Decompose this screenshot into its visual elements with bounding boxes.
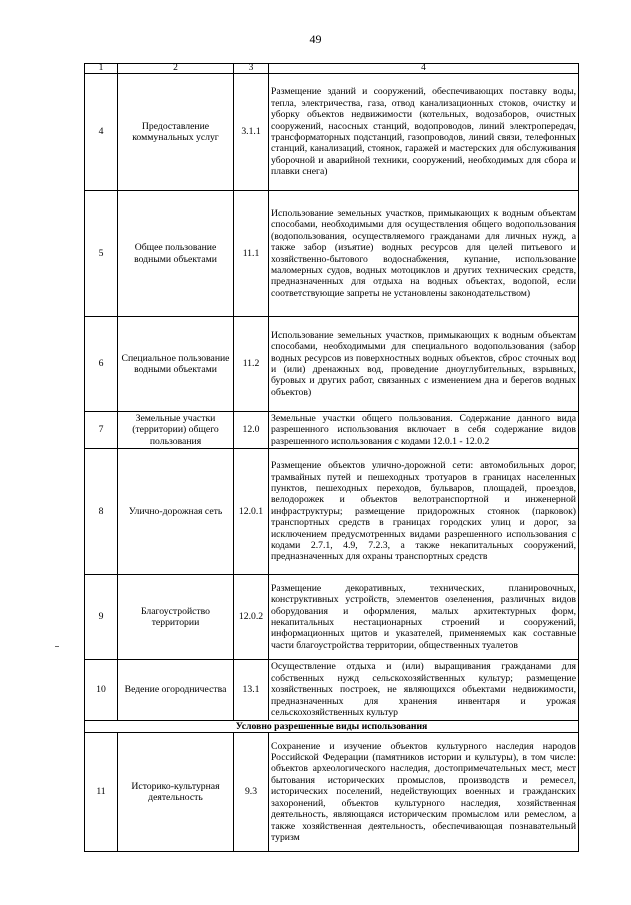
use-type-code: 11.2 — [234, 317, 269, 412]
table-row — [85, 660, 579, 721]
row-number: 10 — [85, 660, 118, 721]
use-type-code: 9.3 — [234, 733, 269, 852]
row-number: 6 — [85, 317, 118, 412]
column-header-4: 4 — [269, 64, 579, 74]
section-title: Условно разрешенные виды использования — [85, 721, 579, 733]
use-type-description: Осуществление отдыха и (или) выращивания гражданами для собственных нужд сельскохозяйственных культур; размещение хозяйственных построек, не являющихся объектами недвижимости, предназначенных для хранения инвентаря и урожая сельскохозяйственных культур — [269, 660, 579, 721]
table-row — [85, 191, 579, 317]
page-number: 49 — [309, 32, 322, 46]
section-row — [85, 721, 579, 733]
use-type-name: Улично-дорожная сеть — [118, 449, 234, 575]
use-type-description: Размещение зданий и сооружений, обеспечивающих поставку воды, тепла, электричества, газа, отвод канализационных стоков, очистку и уборку объектов недвижимости (котельных, водозаборов, очистных сооружений, насосных станций, водопроводов, линий электропередач, трансформаторных подстанций, газопроводов, линий связи, телефонных станций, канализаций, стоянок, гаражей и мастерских для обслуживания уборочной и аварийной техники, сооружений, необходимых для сбора и плавки снега) — [269, 74, 579, 191]
row-number: 4 — [85, 74, 118, 191]
use-type-name: Историко-культурная деятельность — [118, 733, 234, 852]
row-number: 5 — [85, 191, 118, 317]
use-type-code: 12.0.2 — [234, 575, 269, 660]
table-row — [85, 317, 579, 412]
use-type-code: 12.0.1 — [234, 449, 269, 575]
row-number: 9 — [85, 575, 118, 660]
margin-mark — [55, 646, 59, 647]
column-header-1: 1 — [85, 64, 118, 74]
column-header-3: 3 — [234, 64, 269, 74]
use-type-description: Земельные участки общего пользования. Содержание данного вида разрешенного использования включает в себя содержание видов разрешенного использования с кодами 12.0.1 - 12.0.2 — [269, 412, 579, 449]
table-row — [85, 575, 579, 660]
use-type-name: Ведение огородничества — [118, 660, 234, 721]
use-type-description: Сохранение и изучение объектов культурного наследия народов Российской Федерации (памятников истории и культуры), в том числе: объектов археологического наследия, достопримечательных мест, мест бытования исторических промыслов, производств и ремесел, исторических поселений, недействующих военных и гражданских захоронений, объектов культурного наследия, хозяйственная деятельность, являющаяся историческим промыслом или ремеслом, а также хозяйственная деятельность, обеспечивающая познавательный туризм — [269, 733, 579, 852]
use-type-code: 12.0 — [234, 412, 269, 449]
row-number: 8 — [85, 449, 118, 575]
use-type-code: 11.1 — [234, 191, 269, 317]
use-type-name: Предоставление коммунальных услуг — [118, 74, 234, 191]
use-type-description: Размещение объектов улично-дорожной сети: автомобильных дорог, трамвайных путей и пешеходных тротуаров в границах населенных пунктов, пешеходных переходов, бульваров, площадей, проездов, велодорожек и объектов велотранспортной и инженерной инфраструктуры; размещение придорожных стоянок (парковок) транспортных средств в границах городских улиц и дорог, за исключением предусмотренных видами разрешенного использования с кодами 2.7.1, 4.9, 7.2.3, а также некапитальных сооружений, предназначенных для охраны транспортных средств — [269, 449, 579, 575]
use-type-description: Использование земельных участков, примыкающих к водным объектам способами, необходимыми для специального водопользования (забор водных ресурсов из поверхностных водных объектов, сброс сточных вод и (или) дренажных вод, проведение дноуглубительных, взрывных, буровых и других работ, связанных с изменением дна и берегов водных объектов) — [269, 317, 579, 412]
row-number: 7 — [85, 412, 118, 449]
table-row — [85, 733, 579, 852]
table-row — [85, 449, 579, 575]
table-row — [85, 412, 579, 449]
column-header-2: 2 — [118, 64, 234, 74]
table-row — [85, 74, 579, 191]
land-use-table — [84, 63, 579, 852]
use-type-name: Общее пользование водными объектами — [118, 191, 234, 317]
use-type-code: 3.1.1 — [234, 74, 269, 191]
table-header-row — [85, 64, 579, 74]
use-type-name: Специальное пользование водными объектами — [118, 317, 234, 412]
use-type-code: 13.1 — [234, 660, 269, 721]
row-number: 11 — [85, 733, 118, 852]
use-type-description: Использование земельных участков, примыкающих к водным объектам способами, необходимыми для осуществления общего водопользования (водопользования, осуществляемого гражданами для личных нужд, а также забор (изъятие) водных ресурсов для целей питьевого и хозяйственно-бытового водоснабжения, купание, использование маломерных судов, водных мотоциклов и других технических средств, предназначенных для отдыха на водных объектах, водопой, если соответствующие запреты не установлены законодательством) — [269, 191, 579, 317]
use-type-description: Размещение декоративных, технических, планировочных, конструктивных устройств, элементов озеленения, различных видов оборудования и оформления, малых архитектурных форм, некапитальных нестационарных строений и сооружений, информационных щитов и указателей, применяемых как составные части благоустройства территории, общественных туалетов — [269, 575, 579, 660]
use-type-name: Благоустройство территории — [118, 575, 234, 660]
use-type-name: Земельные участки (территории) общего пользования — [118, 412, 234, 449]
